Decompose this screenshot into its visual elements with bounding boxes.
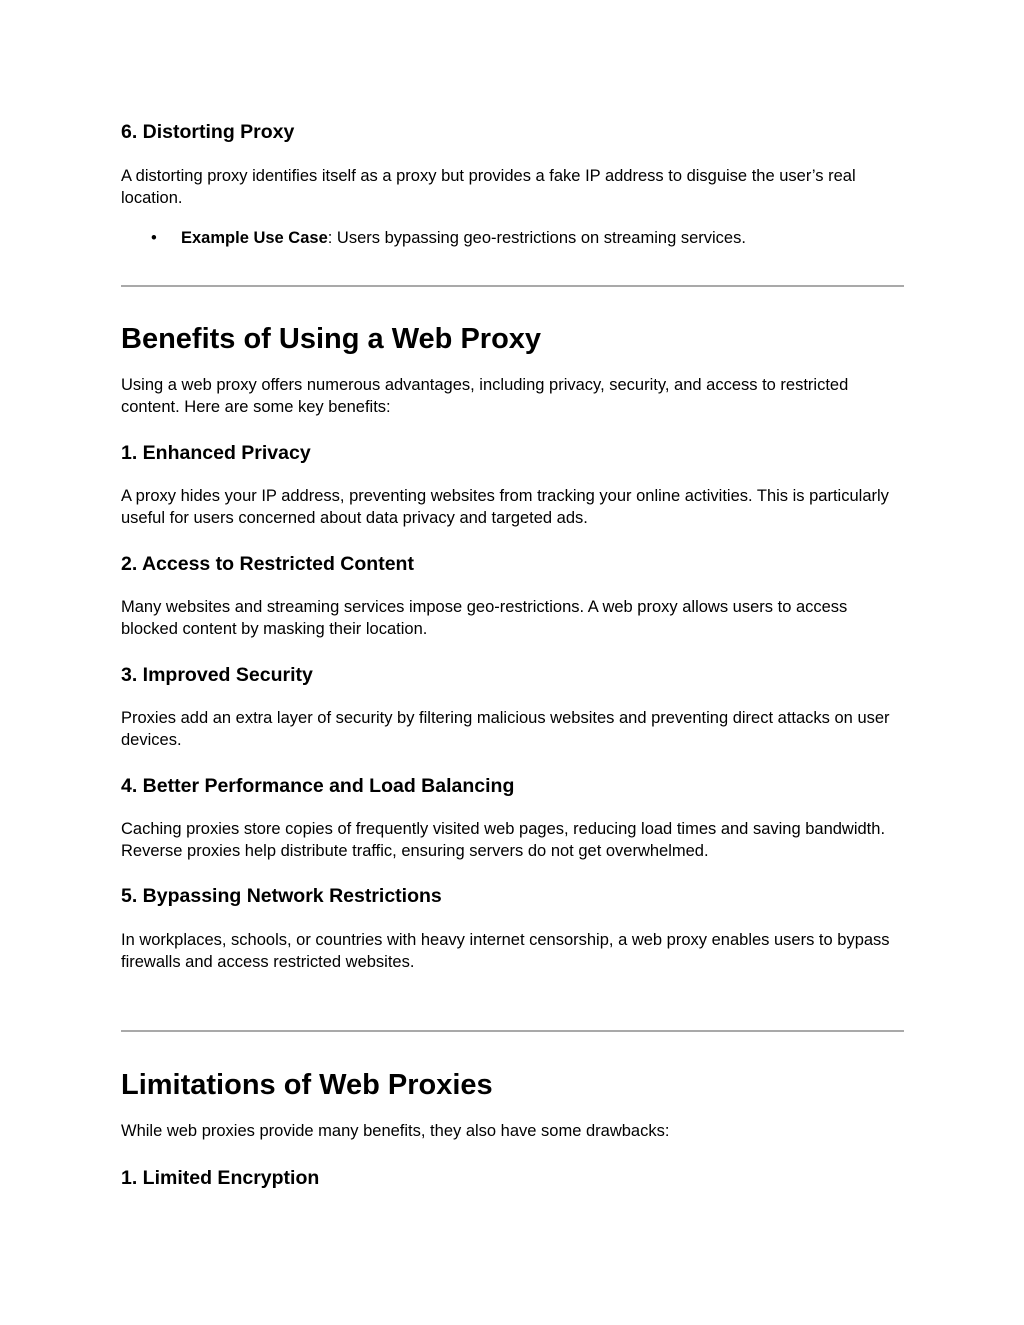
list-item-text (181, 228, 901, 250)
subheading-access-restricted-content: 2. Access to Restricted Content (121, 553, 414, 575)
horizontal-divider (121, 1030, 904, 1032)
subheading-limited-encryption: 1. Limited Encryption (121, 1167, 320, 1189)
paragraph-better-performance: Caching proxies store copies of frequently visited web pages, reducing load times and saving bandwidth. Reverse proxies help distribute traffic, ensuring servers do not get overwhelmed. (121, 820, 886, 860)
subheading-better-performance: 4. Better Performance and Load Balancing (121, 775, 515, 797)
list-item-body: : Users bypassing geo-restrictions on streaming services. (327, 229, 746, 247)
subheading-bypassing-network-restrictions: 5. Bypassing Network Restrictions (121, 885, 442, 907)
paragraph-improved-security: Proxies add an extra layer of security by filtering malicious websites and preventing direct attacks on user devices. (121, 709, 890, 749)
paragraph-benefits-intro: Using a web proxy offers numerous advantages, including privacy, security, and access to restricted content. Here are some key benefits: (121, 376, 849, 416)
horizontal-divider (121, 285, 904, 287)
paragraph-enhanced-privacy: A proxy hides your IP address, preventing websites from tracking your online activities. This is particularly useful for users concerned about data privacy and targeted ads. (121, 487, 889, 527)
bullet-marker: • (151, 229, 157, 247)
paragraph-access-restricted-content: Many websites and streaming services impose geo-restrictions. A web proxy allows users to access blocked content by masking their location. (121, 598, 848, 638)
page-heading-benefits: Benefits of Using a Web Proxy (121, 323, 542, 355)
subheading-enhanced-privacy: 1. Enhanced Privacy (121, 442, 311, 464)
paragraph-limitations-intro: While web proxies provide many benefits, they also have some drawbacks: (121, 1122, 670, 1140)
paragraph-distorting-proxy: A distorting proxy identifies itself as a proxy but provides a fake IP address to disguise the user’s real location. (121, 167, 856, 207)
page-heading-limitations: Limitations of Web Proxies (121, 1069, 493, 1101)
paragraph-bypassing-network-restrictions: In workplaces, schools, or countries with heavy internet censorship, a web proxy enables users to bypass firewalls and access restricted websites. (121, 931, 890, 971)
list-item-label: Example Use Case (181, 229, 328, 247)
subheading-improved-security: 3. Improved Security (121, 664, 313, 686)
section-heading-distorting-proxy: 6. Distorting Proxy (121, 121, 295, 143)
